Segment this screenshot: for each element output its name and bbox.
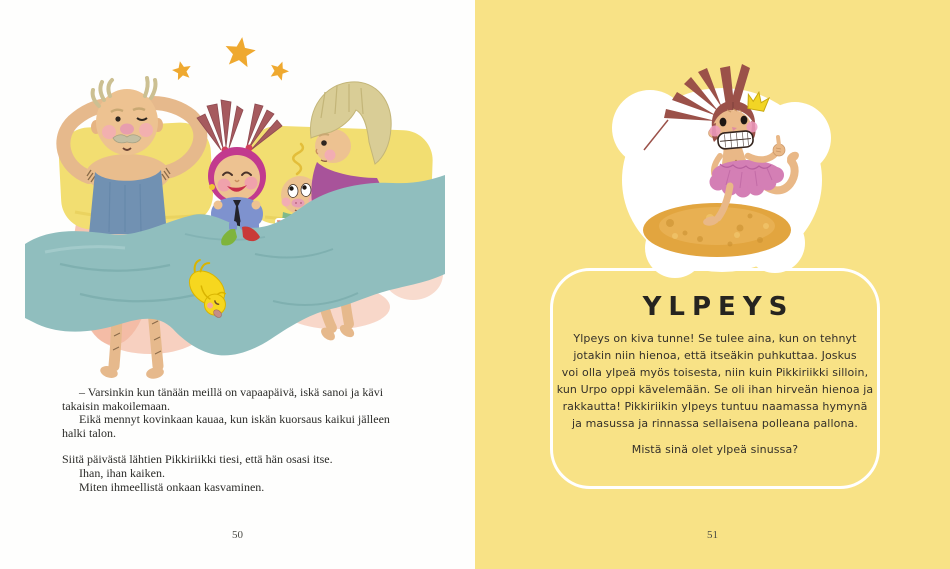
story-line: Siitä päivästä lähtien Pikkiriikki tiesi, että hän osasi itse. [62, 452, 333, 467]
dancing-girl-illustration [580, 58, 860, 290]
emotion-text-line: ja masussa ja rinnassa sellaisena polleana pallona. [572, 417, 858, 430]
page-number-right: 51 [707, 529, 718, 541]
emotion-info-box [550, 268, 880, 489]
emotion-text-line: jotakin niin hienoa, että itseäkin puhkuttaa. Joskus [573, 349, 857, 362]
emotion-text-line: kun Urpo oppi kävelemään. Se oli ihan hirveän hienoa ja [556, 383, 874, 396]
story-line: Ihan, ihan kaiken. [79, 465, 165, 480]
emotion-description [553, 330, 877, 432]
story-line: halki talon. [62, 425, 116, 440]
page-number-left: 50 [232, 529, 243, 541]
family-in-bed-illustration [25, 22, 445, 382]
story-text [62, 386, 424, 494]
story-line: Miten ihmeellistä onkaan kasvaminen. [79, 479, 265, 494]
emotion-text-line: Ylpeys on kiva tunne! Se tulee aina, kun on tehnyt [573, 332, 857, 345]
stars-icon [171, 35, 292, 82]
story-line: takaisin makoilemaan. [62, 398, 170, 413]
right-page [475, 0, 950, 569]
emotion-text-line: rakkautta! Pikkiriikin ylpeys tuntuu naamassa hymynä [562, 400, 868, 413]
story-line: – Varsinkin kun tänään meillä on vapaapäivä, iskä sanoi ja kävi [79, 385, 384, 399]
emotion-text-line: voi olla ylpeä myös toisesta, niin kuin Pikkiriikki silloin, [561, 366, 869, 379]
emotion-title: YLPEYS [642, 292, 795, 322]
emotion-question: Mistä sinä olet ylpeä sinussa? [631, 443, 799, 456]
story-line: Eikä mennyt kovinkaan kauaa, kun iskän kuorsaus kaikui jälleen [79, 412, 390, 427]
